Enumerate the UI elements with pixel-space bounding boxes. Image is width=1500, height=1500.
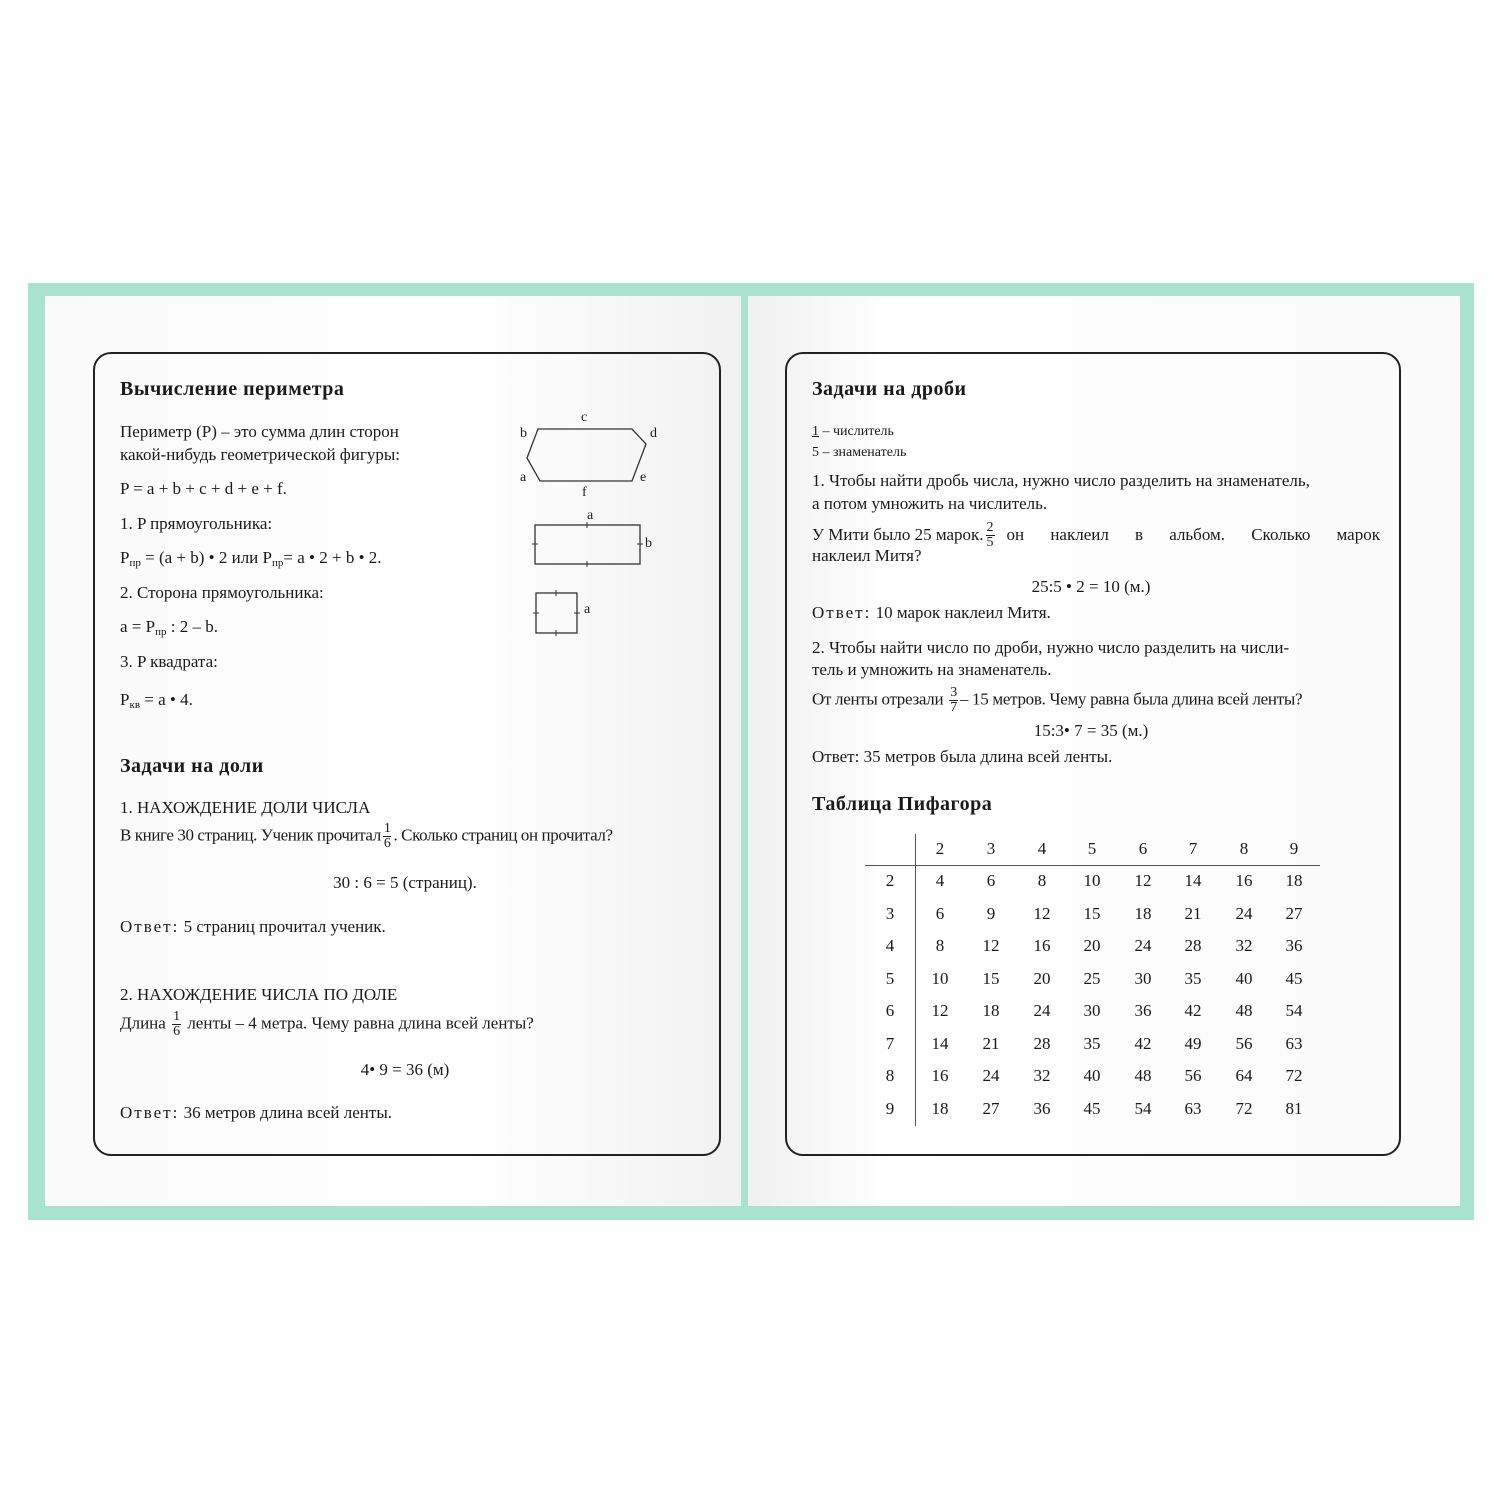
table-cell: 16 <box>1033 936 1051 955</box>
rectangle-perimeter-heading: 1. P прямоугольника: <box>120 514 273 533</box>
square-perimeter-formula: $P_{кв} = a$ • 4. <box>120 690 193 711</box>
table-cell: 18 <box>1285 871 1303 890</box>
table-cell: 6 <box>986 871 996 890</box>
table-cell: 56 <box>1184 1066 1202 1085</box>
rectangle-side-heading: 2. Сторона прямоугольника: <box>120 583 324 602</box>
table-cell: 4 <box>935 871 945 890</box>
table-header-cell: 7 <box>1188 839 1198 858</box>
table-cell: 63 <box>1184 1098 1202 1118</box>
table-cell: 24 <box>1235 903 1253 923</box>
table-cell: 36 <box>1033 1098 1051 1118</box>
table-cell: 16 <box>931 1066 949 1085</box>
task1-line2: наклеил Митя? <box>812 546 922 565</box>
perimeter-title: Вычисление периметра <box>120 378 345 400</box>
table-cell: 16 <box>1235 871 1253 890</box>
table-cell: 42 <box>1184 1001 1202 1020</box>
table-cell: 18 <box>1134 903 1152 923</box>
hexagon-label-e: e <box>640 470 647 485</box>
table-cell: 72 <box>1235 1098 1253 1118</box>
table-row-label: 6 <box>885 1001 895 1020</box>
pythagoras-title: Таблица Пифагора <box>812 793 993 815</box>
numerator-legend: 1 – числитель <box>812 424 894 439</box>
hexagon-label-a: a <box>520 470 527 485</box>
table-cell: 36 <box>1285 936 1303 955</box>
table-cell: 28 <box>1033 1033 1051 1053</box>
table-cell: 10 <box>931 968 949 988</box>
table-cell: 48 <box>1235 1001 1253 1020</box>
task2-line: От ленты отрезали $\frac{3}{7}$ – 15 метров. Чему равна была длина всей ленты? <box>812 685 1303 715</box>
table-cell: 27 <box>982 1098 1000 1118</box>
hexagon-label-d: d <box>650 426 657 441</box>
table-cell: 40 <box>1235 968 1253 988</box>
number-by-share-solution: 4• 9 = 36 (м) <box>360 1060 450 1079</box>
table-cell: 56 <box>1235 1033 1253 1053</box>
table-header-cell: 6 <box>1138 839 1148 858</box>
table-row-label: 2 <box>885 871 895 890</box>
table-vertical-rule <box>915 834 916 1126</box>
table-header-cell: 3 <box>986 839 996 858</box>
rule1-line2: а потом умножить на числитель. <box>812 494 1048 513</box>
table-cell: 32 <box>1033 1066 1051 1085</box>
rectangle-side-formula: $a = P_{пр}$ : 2 – b. <box>120 617 218 638</box>
table-cell: 8 <box>1037 871 1047 890</box>
table-cell: 72 <box>1285 1066 1303 1085</box>
table-cell: 24 <box>1033 1001 1051 1020</box>
table-cell: 35 <box>1083 1033 1101 1053</box>
shares-title: Задачи на доли <box>120 755 264 777</box>
rectangle-figure <box>535 525 640 564</box>
table-cell: 20 <box>1083 936 1101 955</box>
number-by-share-answer: Ответ: 36 метров длина всей ленты. <box>120 1103 392 1122</box>
table-row-label: 7 <box>885 1033 895 1053</box>
table-cell: 32 <box>1235 936 1253 955</box>
table-cell: 28 <box>1184 936 1202 955</box>
table-cell: 9 <box>986 903 996 923</box>
table-row-label: 9 <box>885 1098 895 1118</box>
table-header-cell: 5 <box>1087 839 1097 858</box>
table-cell: 25 <box>1083 968 1101 988</box>
hexagon-label-c: c <box>581 410 588 425</box>
hexagon-label-f: f <box>582 485 587 500</box>
table-header-cell: 2 <box>935 839 945 858</box>
task1-answer: Ответ: 10 марок наклеил Митя. <box>812 603 1051 622</box>
share-of-number-task: В книге 30 страниц. Ученик прочитал $\frac{1}{6}$ . Сколько страниц он прочитал? <box>120 821 613 851</box>
task2-answer: Ответ: 35 метров была длина всей ленты. <box>812 747 1113 766</box>
table-cell: 14 <box>1184 871 1202 890</box>
table-cell: 8 <box>935 936 945 955</box>
table-cell: 64 <box>1235 1066 1253 1085</box>
task2-solution: 15:3• 7 = 35 (м.) <box>1033 721 1149 740</box>
table-cell: 54 <box>1285 1001 1303 1020</box>
hexagon-label-b: b <box>520 426 527 441</box>
table-cell: 10 <box>1083 871 1101 890</box>
table-cell: 30 <box>1134 968 1152 988</box>
perimeter-formula: P = a + b + c + d + e + f. <box>120 479 287 498</box>
square-label-a: a <box>584 602 591 617</box>
table-cell: 45 <box>1285 968 1303 988</box>
table-cell: 48 <box>1134 1066 1152 1085</box>
rectangle-perimeter-formula: $P_{пр} = (a + b)$ • 2 или $P_{пр}= a$ • 2 + b • 2. <box>120 548 382 569</box>
denominator-legend: 5 – знаменатель <box>812 445 907 460</box>
number-by-share-heading: 2. НАХОЖДЕНИЕ ЧИСЛА ПО ДОЛЕ <box>120 985 398 1004</box>
table-cell: 45 <box>1083 1098 1101 1118</box>
table-cell: 24 <box>982 1066 1000 1085</box>
table-header-cell: 8 <box>1239 839 1249 858</box>
table-cell: 15 <box>982 968 1000 988</box>
perimeter-definition-line2: какой-нибудь геометрической фигуры: <box>120 445 401 464</box>
table-row-label: 5 <box>885 968 895 988</box>
table-cell: 20 <box>1033 968 1051 988</box>
share-of-number-solution: 30 : 6 = 5 (страниц). <box>333 873 477 892</box>
rectangle-label-b: b <box>645 536 652 551</box>
rectangle-label-a: a <box>587 508 594 523</box>
share-of-number-answer: Ответ: 5 страниц прочитал ученик. <box>120 917 386 936</box>
square-perimeter-heading: 3. P квадрата: <box>120 652 218 671</box>
table-cell: 27 <box>1285 903 1303 923</box>
table-row-label: 8 <box>885 1066 895 1085</box>
table-cell: 12 <box>1033 903 1051 923</box>
table-cell: 30 <box>1083 1001 1101 1020</box>
table-cell: 40 <box>1083 1066 1101 1085</box>
table-row-label: 3 <box>885 903 895 923</box>
table-header-cell: 9 <box>1289 839 1299 858</box>
table-cell: 42 <box>1134 1033 1152 1053</box>
table-cell: 49 <box>1184 1033 1202 1053</box>
square-figure <box>536 593 577 633</box>
rule2-line1: 2. Чтобы найти число по дроби, нужно число разделить на числи- <box>812 638 1290 657</box>
number-by-share-task: Длина $\frac{1}{6}$ ленты – 4 метра. Чему равна длина всей ленты? <box>120 1009 534 1039</box>
hexagon-figure <box>527 429 646 481</box>
table-cell: 21 <box>1184 903 1202 923</box>
rule1-line1: 1. Чтобы найти дробь числа, нужно число разделить на знаменатель, <box>812 471 1310 490</box>
table-header-cell: 4 <box>1037 839 1047 858</box>
table-cell: 12 <box>931 1001 949 1020</box>
table-cell: 63 <box>1285 1033 1303 1053</box>
task1-line1: У Мити было 25 марок. 2 5 он наклеил в альбом. Сколько марок <box>812 520 1380 550</box>
perimeter-definition-line1: Периметр (P) – это сумма длин сторон <box>120 422 399 441</box>
table-cell: 54 <box>1134 1098 1152 1118</box>
share-of-number-heading: 1. НАХОЖДЕНИЕ ДОЛИ ЧИСЛА <box>120 798 371 817</box>
table-cell: 81 <box>1285 1098 1303 1118</box>
table-cell: 12 <box>1134 871 1152 890</box>
table-cell: 21 <box>982 1033 1000 1053</box>
table-horizontal-rule <box>865 865 1320 866</box>
table-cell: 35 <box>1184 968 1202 988</box>
table-cell: 14 <box>931 1033 949 1053</box>
table-cell: 18 <box>931 1098 949 1118</box>
rule2-line2: тель и умножить на знаменатель. <box>812 660 1052 679</box>
table-cell: 24 <box>1134 936 1152 955</box>
task1-solution: 25:5 • 2 = 10 (м.) <box>1031 577 1151 596</box>
fractions-title: Задачи на дроби <box>812 378 967 400</box>
table-cell: 12 <box>982 936 1000 955</box>
table-cell: 36 <box>1134 1001 1152 1020</box>
table-row-label: 4 <box>885 936 895 955</box>
table-cell: 18 <box>982 1001 1000 1020</box>
table-cell: 6 <box>935 903 945 923</box>
table-cell: 15 <box>1083 903 1101 923</box>
